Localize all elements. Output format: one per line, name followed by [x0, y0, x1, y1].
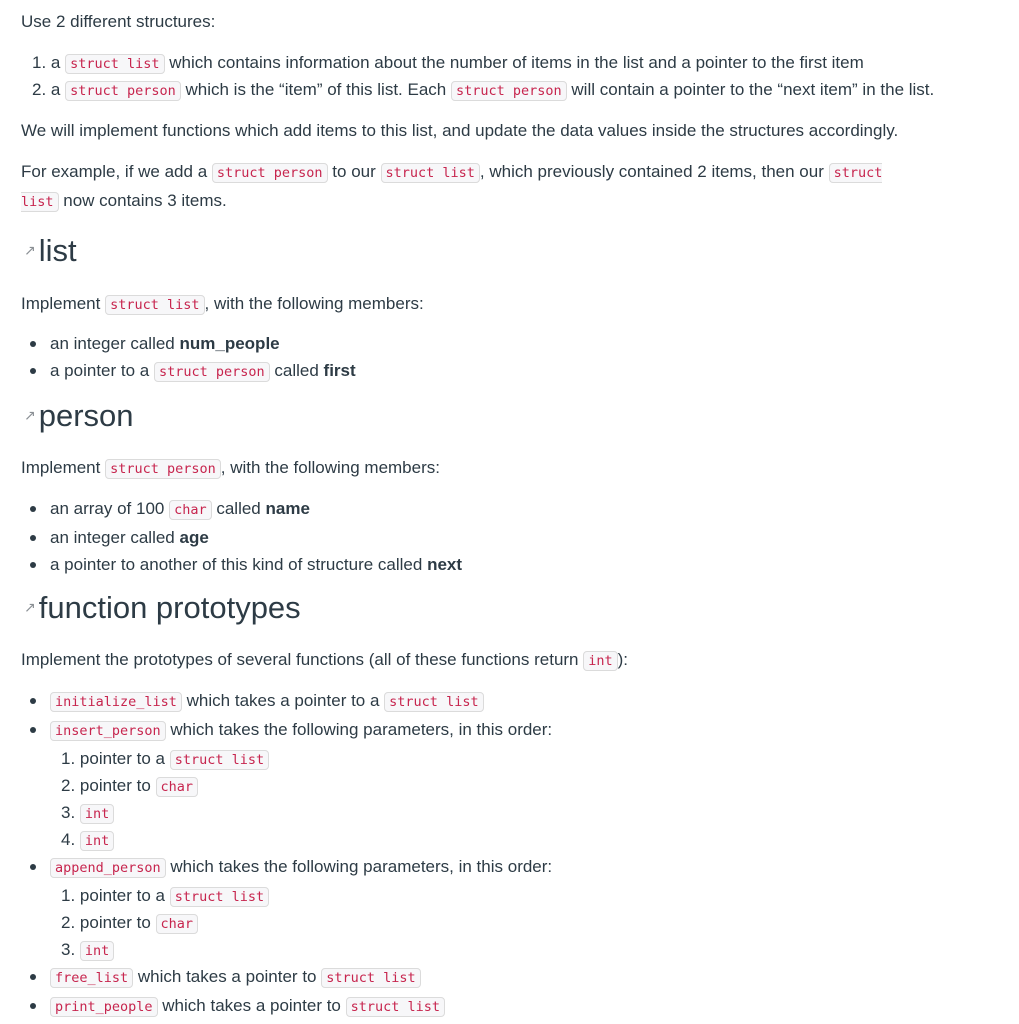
function-name: free_list — [50, 968, 133, 988]
text: an integer called — [50, 334, 175, 353]
function-name: append_person — [50, 858, 166, 878]
text: Implement — [21, 458, 101, 477]
text: which takes the following parameters, in this order: — [170, 720, 553, 739]
inline-code: struct list — [65, 54, 164, 74]
parameter-item — [61, 936, 552, 963]
inline-code: struct person — [105, 459, 221, 479]
inline-code: int — [583, 651, 617, 671]
function-name: print_people — [50, 997, 158, 1017]
text: now contains 3 items. — [63, 191, 227, 210]
list-intro — [21, 290, 424, 319]
text: Implement — [21, 294, 101, 313]
structure-item — [32, 76, 934, 103]
parameter-item — [61, 909, 552, 936]
item-number: 1. a — [32, 53, 61, 72]
text: a pointer to another of this kind of structure called — [50, 555, 423, 574]
text: which takes a pointer to a — [186, 691, 380, 710]
heading-text: function prototypes — [38, 590, 301, 625]
inline-code: struct person — [154, 362, 270, 382]
heading-list — [24, 232, 77, 269]
list-item — [50, 524, 462, 551]
inline-code: struct list — [170, 750, 269, 770]
param-number: 2. — [61, 913, 76, 932]
function-item — [50, 963, 552, 992]
function-item — [50, 992, 552, 1021]
list-item — [50, 551, 462, 578]
text: an array of 100 — [50, 499, 165, 518]
parameter-item — [61, 745, 552, 772]
inline-code: int — [80, 941, 114, 961]
param-number: 1. — [61, 749, 76, 768]
function-item — [50, 687, 552, 716]
inline-code: struct list — [21, 165, 883, 210]
text: pointer to — [79, 776, 151, 795]
parameter-item — [61, 882, 552, 909]
inline-code: struct list — [384, 692, 483, 712]
person-members — [50, 495, 462, 578]
text: called — [274, 361, 319, 380]
inline-code: int — [80, 804, 114, 824]
inline-code: char — [156, 777, 199, 797]
text: Implement the prototypes of several functions (all of these functions return — [21, 650, 579, 669]
param-number: 2. — [61, 776, 76, 795]
inline-code: struct person — [451, 81, 567, 101]
heading-person — [24, 397, 134, 434]
param-number: 3. — [61, 940, 76, 959]
function-name: insert_person — [50, 721, 166, 741]
inline-code: struct list — [346, 997, 445, 1017]
item-text: which contains information about the number of items in the list and a pointer to the first item — [169, 53, 864, 72]
text: pointer to a — [79, 886, 165, 905]
person-intro — [21, 454, 440, 483]
text: an integer called — [50, 528, 175, 547]
list-item — [50, 357, 356, 386]
inline-code: char — [156, 914, 199, 934]
list-item — [50, 495, 462, 524]
member-name: age — [179, 528, 209, 547]
member-name: name — [265, 499, 310, 518]
item-text: which is the “item” of this list. Each — [185, 80, 447, 99]
inline-code: struct list — [170, 887, 269, 907]
heading-function-prototypes — [24, 589, 301, 626]
text: which takes the following parameters, in this order: — [170, 857, 553, 876]
description-paragraph: We will implement functions which add items to this list, and update the data values inside the structures accordingly. — [21, 121, 899, 140]
example-paragraph — [21, 158, 921, 216]
text: which takes a pointer to — [162, 996, 341, 1015]
item-text: will contain a pointer to the “next item” in the list. — [571, 80, 935, 99]
inline-code: char — [169, 500, 212, 520]
parameter-list — [61, 882, 552, 963]
inline-code: struct person — [65, 81, 181, 101]
parameter-item — [61, 826, 552, 853]
heading-text: list — [38, 233, 77, 268]
parameter-item — [61, 799, 552, 826]
text: For example, if we add a — [21, 162, 208, 181]
text: to our — [332, 162, 376, 181]
list-item — [50, 330, 356, 357]
inline-code: struct list — [321, 968, 420, 988]
structures-list — [32, 49, 934, 103]
list-members — [50, 330, 356, 386]
structure-item — [32, 49, 934, 76]
param-number: 3. — [61, 803, 76, 822]
inline-code: struct person — [212, 163, 328, 183]
text: , which previously contained 2 items, then our — [479, 162, 824, 181]
function-item — [50, 853, 552, 963]
member-name: first — [323, 361, 356, 380]
text: which takes a pointer to — [137, 967, 317, 986]
link-icon[interactable]: ↗︎ — [24, 599, 36, 615]
param-number: 4. — [61, 830, 76, 849]
intro-text: Use 2 different structures: — [21, 12, 216, 31]
function-name: initialize_list — [50, 692, 182, 712]
inline-code: int — [80, 831, 114, 851]
member-name: next — [427, 555, 463, 574]
text: a pointer to a — [50, 361, 150, 380]
text: , with the following members: — [204, 294, 424, 313]
param-number: 1. — [61, 886, 76, 905]
link-icon[interactable]: ↗︎ — [24, 242, 36, 258]
text: , with the following members: — [220, 458, 440, 477]
link-icon[interactable]: ↗︎ — [24, 407, 36, 423]
function-item — [50, 716, 552, 853]
inline-code: struct list — [381, 163, 480, 183]
text: ): — [617, 650, 629, 669]
prototypes-intro — [21, 646, 628, 675]
heading-text: person — [38, 398, 134, 433]
item-number: 2. a — [32, 80, 61, 99]
text: pointer to a — [79, 749, 165, 768]
parameter-list — [61, 745, 552, 853]
member-name: num_people — [179, 334, 280, 353]
inline-code: struct list — [105, 295, 204, 315]
parameter-item — [61, 772, 552, 799]
function-list — [50, 687, 552, 1021]
text: called — [216, 499, 261, 518]
text: pointer to — [79, 913, 151, 932]
